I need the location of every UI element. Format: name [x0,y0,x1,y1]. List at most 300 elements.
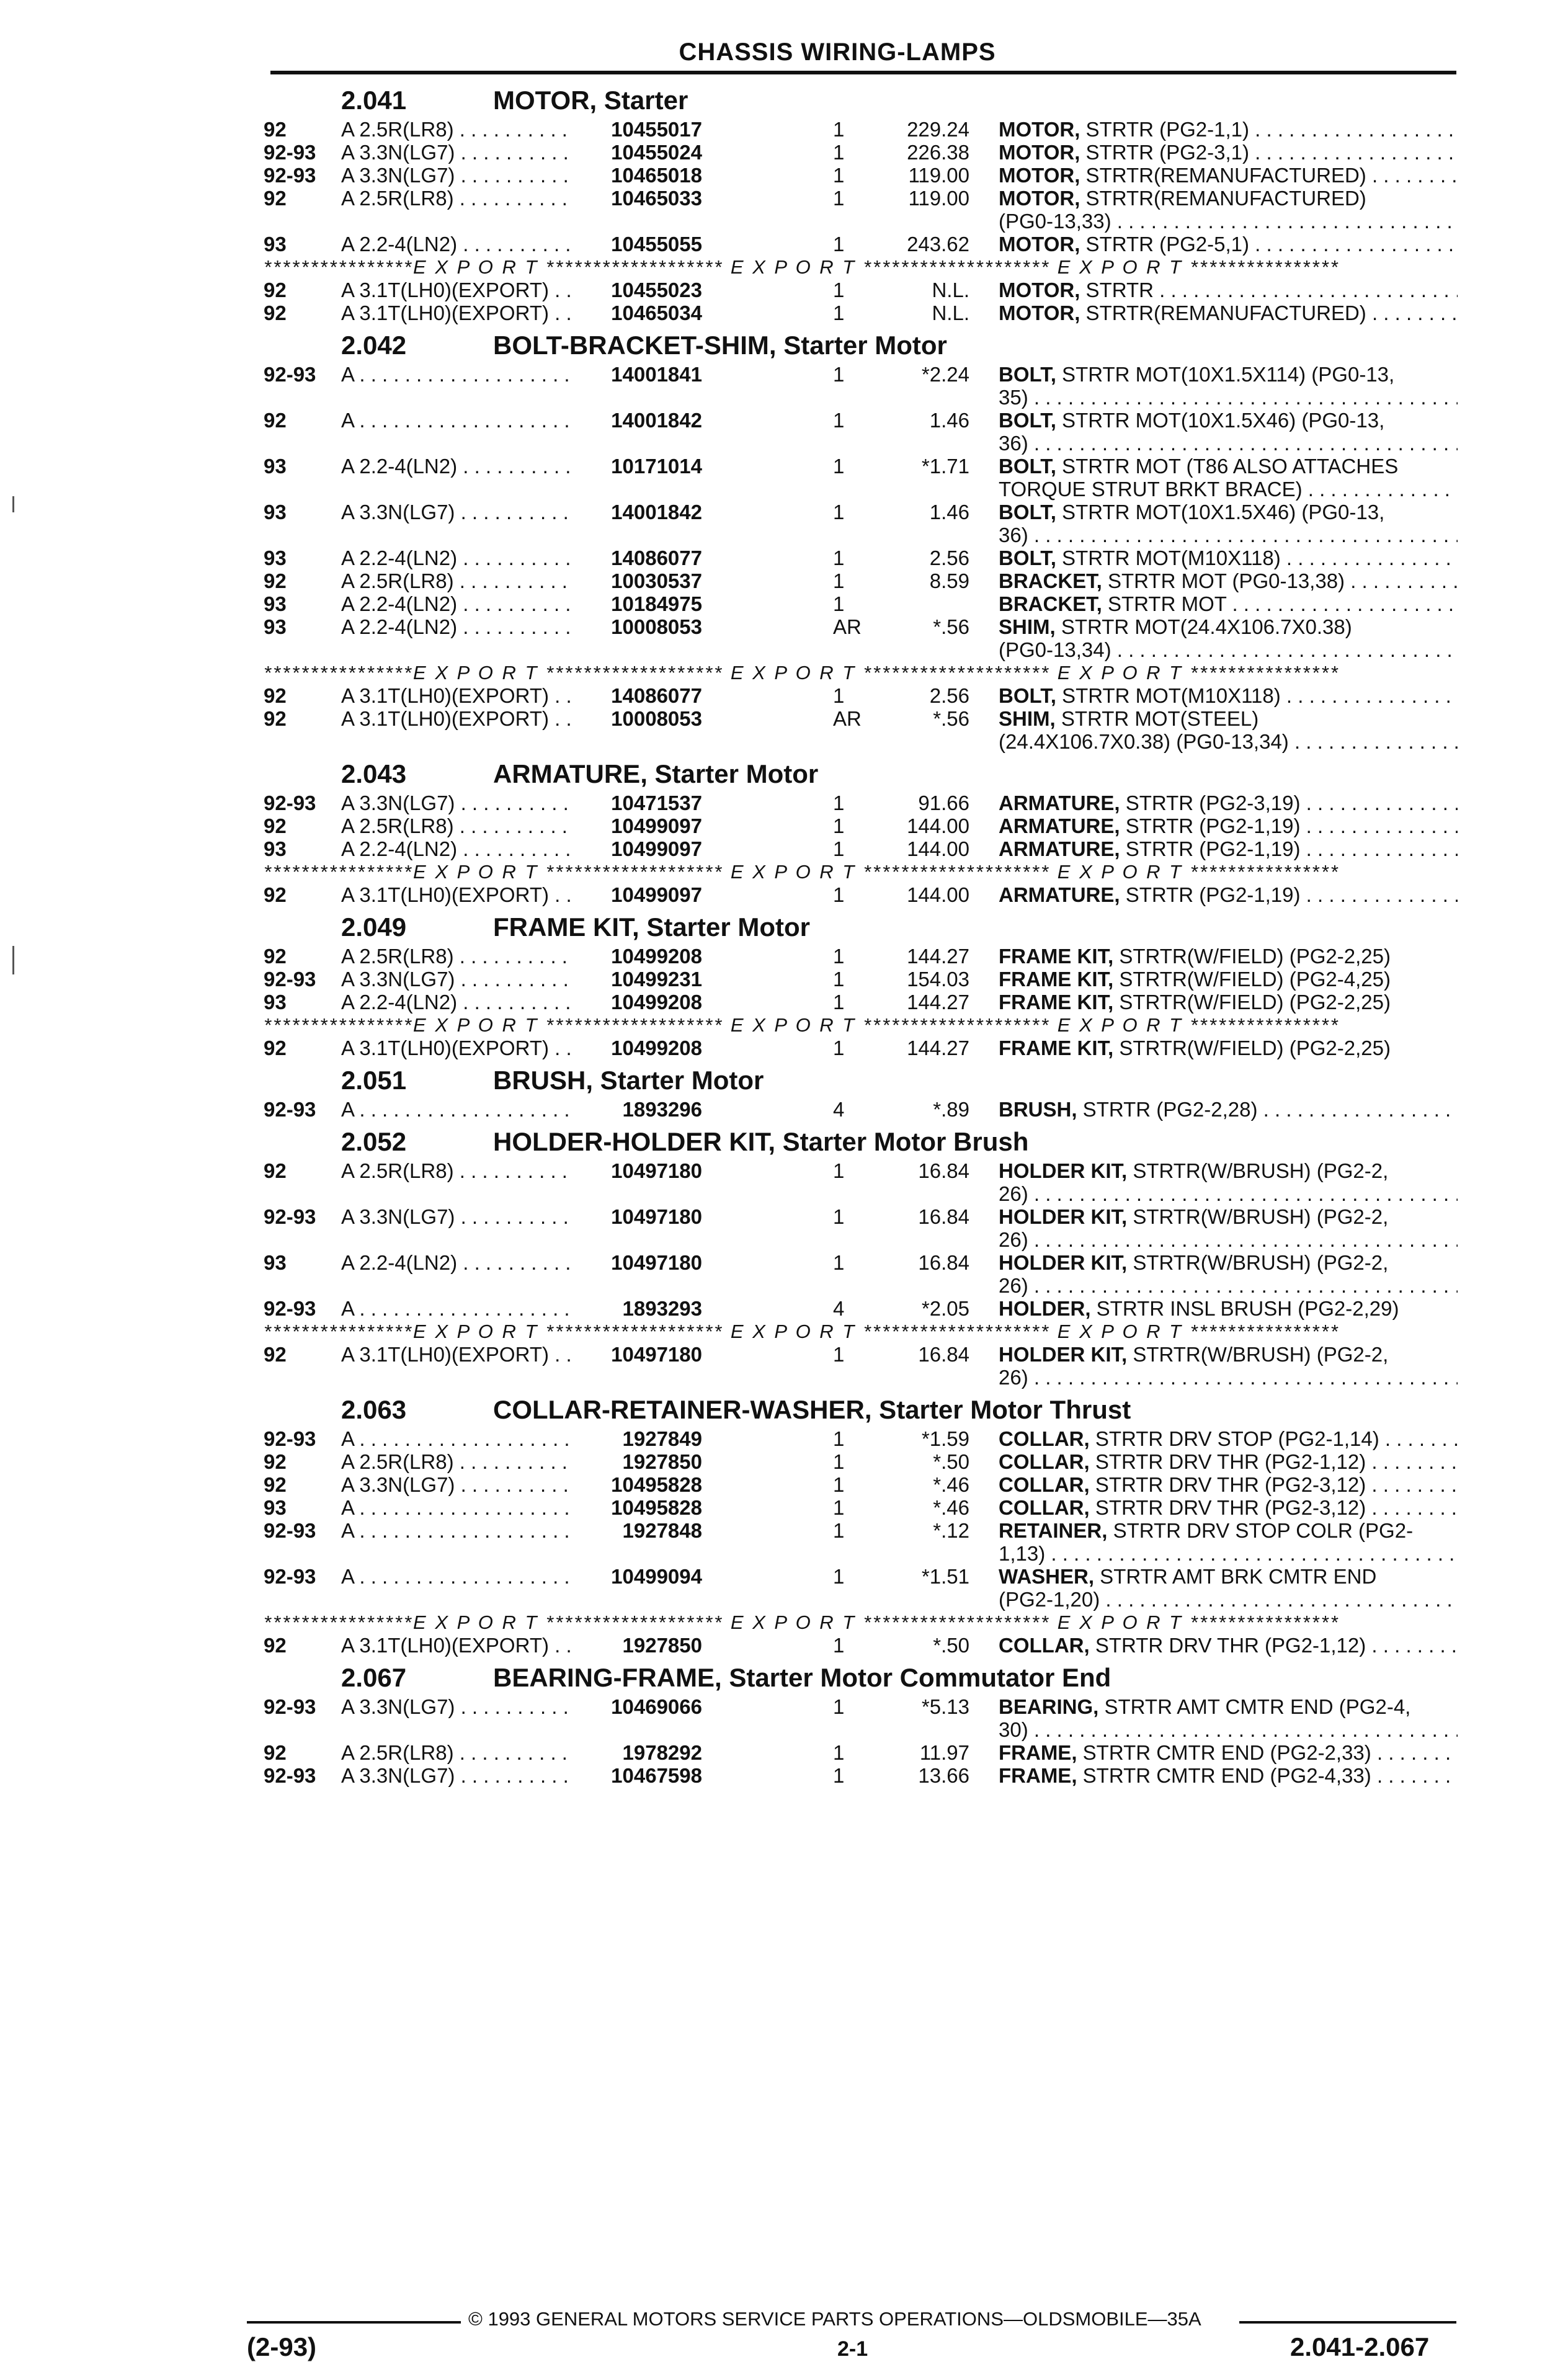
quantity: 1 [833,455,845,478]
description [999,1427,1458,1450]
description-name: SHIM, [999,707,1056,730]
application: A 3.3N(LG7) . . . [341,501,572,524]
description-name: MOTOR, [999,301,1080,324]
description-text: STRTR DRV THR (PG2-1,12) [1089,1450,1366,1473]
description-name: MOTOR, [999,187,1080,210]
price: 1.46 [929,409,969,432]
continuation-row [264,478,1458,501]
description-name: COLLAR, [999,1473,1090,1496]
part-row [264,1343,1458,1366]
description [999,187,1458,210]
section-title: MOTOR, Starter [493,86,688,115]
description [999,837,1458,860]
model-year: 92-93 [264,1565,316,1588]
part-number: 10499208 [611,991,702,1014]
description-text: STRTR MOT (T86 ALSO ATTACHES [1056,455,1399,478]
part-number: 10030537 [611,569,702,592]
quantity: 1 [833,1159,845,1182]
quantity: 1 [833,1343,845,1366]
description [999,1297,1458,1320]
quantity: 1 [833,301,845,324]
quantity: 1 [833,279,845,301]
model-year: 92 [264,1036,287,1059]
description-text: STRTR MOT (PG0-13,38) [1102,569,1345,592]
model-year: 92-93 [264,1695,316,1718]
section-title: BEARING-FRAME, Starter Motor Commutator End [493,1663,1111,1692]
description-name: RETAINER, [999,1519,1108,1542]
description [999,707,1458,730]
price: N.L. [932,301,969,324]
part-number: 10499231 [611,968,702,991]
description-text: STRTR(REMANUFACTURED) [1080,187,1366,210]
section-heading [264,324,1458,363]
part-row [264,1741,1458,1764]
description [999,1098,1458,1121]
model-year: 93 [264,991,287,1014]
description [999,301,1458,324]
description-continuation: TORQUE STRUT BRKT BRACE) . . . [999,478,1458,501]
continuation-row [264,1366,1458,1389]
model-year: 92-93 [264,791,316,814]
description [999,592,1458,615]
continuation-row [264,638,1458,661]
description-text: STRTR MOT(10X1.5X114) (PG0-13, [1056,363,1395,386]
price: 144.00 [907,814,969,837]
application: A 2.2-4(LN2) . . . [341,1251,572,1274]
description-name: COLLAR, [999,1496,1090,1519]
part-row [264,615,1458,638]
price: 154.03 [907,968,969,991]
application: A 3.3N(LG7) . . . [341,1205,572,1228]
description-name: COLLAR, [999,1634,1090,1657]
description [999,1764,1458,1787]
description-text: STRTR AMT CMTR END (PG2-4, [1098,1695,1411,1718]
price: *1.51 [921,1565,969,1588]
description-name: BOLT, [999,363,1056,386]
continuation-row [264,432,1458,455]
part-row [264,684,1458,707]
quantity: 1 [833,1496,845,1519]
description-name: HOLDER KIT, [999,1251,1128,1274]
quantity: 1 [833,501,845,524]
part-number: 1893296 [622,1098,702,1121]
quantity: 1 [833,837,845,860]
part-number: 10497180 [611,1205,702,1228]
description-name: WASHER, [999,1565,1095,1588]
description [999,791,1458,814]
quantity: 1 [833,1205,845,1228]
model-year: 92 [264,409,287,432]
model-year: 93 [264,615,287,638]
model-year: 93 [264,233,287,256]
price: 144.00 [907,837,969,860]
part-number: 1927850 [622,1634,702,1657]
part-number: 10497180 [611,1251,702,1274]
part-row [264,837,1458,860]
continuation-row [264,1542,1458,1565]
part-row [264,1098,1458,1121]
price: 16.84 [918,1343,969,1366]
model-year: 92 [264,1634,287,1657]
quantity: 1 [833,363,845,386]
part-number: 14001842 [611,501,702,524]
part-number: 1893293 [622,1297,702,1320]
description-name: BRUSH, [999,1098,1077,1121]
section-number: 2.043 [341,759,407,788]
price: 144.27 [907,991,969,1014]
description [999,409,1458,432]
application: A 3.1T(LH0)(EXPORT) . . . [341,1036,572,1059]
part-number: 10497180 [611,1159,702,1182]
part-row [264,1427,1458,1450]
footer-rule [247,2321,461,2324]
part-number: 10497180 [611,1343,702,1366]
part-number: 10465034 [611,301,702,324]
description-name: COLLAR, [999,1427,1090,1450]
part-row [264,279,1458,301]
application: A . . . [341,1427,572,1450]
quantity: 1 [833,592,845,615]
description-name: ARMATURE, [999,883,1120,906]
description-text: STRTR DRV THR (PG2-3,12) [1089,1473,1366,1496]
description-text: STRTR (PG2-1,19) [1120,814,1301,837]
description-text: STRTR CMTR END (PG2-2,33) [1077,1741,1371,1764]
price: 119.00 [908,164,969,187]
description-text: STRTR(W/FIELD) (PG2-2,25) [1113,1036,1391,1059]
part-number: 10171014 [611,455,702,478]
part-row [264,707,1458,730]
description [999,1205,1458,1228]
parts-list [264,79,1458,1787]
quantity: 1 [833,1036,845,1059]
description-name: FRAME, [999,1741,1077,1764]
export-divider: ****************E X P O R T ******************* E X P O R T ******************** E X P O R T **************** [264,662,1340,684]
model-year: 92 [264,707,287,730]
export-divider: ****************E X P O R T ******************* E X P O R T ******************** E X P O R T **************** [264,256,1340,278]
part-number: 10495828 [611,1496,702,1519]
part-number: 10499208 [611,945,702,968]
export-divider: ****************E X P O R T ******************* E X P O R T ******************** E X P O R T **************** [264,1321,1340,1342]
model-year: 92 [264,1741,287,1764]
price: 243.62 [907,233,969,256]
description-text: STRTR (PG2-3,19) [1120,791,1301,814]
part-number: 10465018 [611,164,702,187]
price: *2.24 [921,363,969,386]
part-number: 10469066 [611,1695,702,1718]
part-number: 1927850 [622,1450,702,1473]
section-heading [264,1059,1458,1098]
model-year: 92 [264,814,287,837]
description-text: STRTR AMT BRK CMTR END [1094,1565,1377,1588]
model-year: 92-93 [264,1764,316,1787]
description-name: BRACKET, [999,592,1102,615]
application: A . . . [341,1098,572,1121]
application: A 3.3N(LG7) . . . [341,141,572,164]
section-heading [264,753,1458,791]
price: 1.46 [929,501,969,524]
quantity: 1 [833,1450,845,1473]
footer-rule [1239,2321,1456,2324]
description-text: STRTR (PG2-1,19) [1120,883,1301,906]
description-name: BOLT, [999,501,1056,524]
part-number: 10499097 [611,814,702,837]
quantity: 1 [833,968,845,991]
part-number: 14001841 [611,363,702,386]
price: 226.38 [907,141,969,164]
description-continuation: 30) . . . [999,1718,1458,1741]
model-year: 93 [264,546,287,569]
section-number: 2.063 [341,1395,407,1424]
description-name: BOLT, [999,409,1056,432]
model-year: 92-93 [264,968,316,991]
model-year: 93 [264,1496,287,1519]
section-heading [264,1121,1458,1159]
part-row [264,1473,1458,1496]
description-name: HOLDER KIT, [999,1205,1128,1228]
description [999,118,1458,141]
description-text: STRTR DRV STOP (PG2-1,14) [1089,1427,1379,1450]
description-name: BEARING, [999,1695,1099,1718]
application: A . . . [341,1519,572,1542]
part-number: 10499097 [611,837,702,860]
application: A . . . [341,1565,572,1588]
description [999,164,1458,187]
section-heading [264,79,1458,118]
description-text: STRTR (PG2-1,19) [1120,837,1301,860]
page-number: 2-1 [837,2337,868,2361]
application: A 2.2-4(LN2) . . . [341,592,572,615]
revision-date: (2-93) [247,2332,317,2361]
description-text: STRTR MOT(STEEL) [1055,707,1259,730]
description-name: FRAME KIT, [999,991,1114,1014]
model-year: 92 [264,118,287,141]
description-name: MOTOR, [999,279,1080,301]
quantity: 1 [833,883,845,906]
application: A 2.5R(LR8) . . . [341,945,572,968]
section-number: 2.042 [341,331,407,360]
quantity: 4 [833,1098,845,1121]
description [999,883,1458,906]
application: A 3.1T(LH0)(EXPORT) . . . [341,684,572,707]
quantity: 1 [833,546,845,569]
quantity: 1 [833,814,845,837]
section-number: 2.041 [341,86,407,115]
quantity: 1 [833,1427,845,1450]
description [999,1036,1458,1059]
part-row [264,592,1458,615]
description-continuation: 1,13) . . . [999,1542,1458,1565]
description-text: STRTR DRV STOP COLR (PG2- [1107,1519,1414,1542]
quantity: 1 [833,569,845,592]
price: 2.56 [929,684,969,707]
description-text: STRTR MOT(10X1.5X46) (PG0-13, [1056,501,1385,524]
description [999,1343,1458,1366]
price: 13.66 [918,1764,969,1787]
price: *.56 [933,707,969,730]
description-name: MOTOR, [999,233,1080,256]
part-number: 10495828 [611,1473,702,1496]
description [999,569,1458,592]
model-year: 92 [264,187,287,210]
part-number: 10465033 [611,187,702,210]
description-name: ARMATURE, [999,814,1120,837]
export-divider: ****************E X P O R T ******************* E X P O R T ******************** E X P O R T **************** [264,861,1340,883]
model-year: 92 [264,1473,287,1496]
price: 8.59 [929,569,969,592]
model-year: 92 [264,569,287,592]
quantity: 1 [833,1695,845,1718]
quantity: 1 [833,1634,845,1657]
title-rule [270,71,1456,74]
quantity: 1 [833,684,845,707]
price: *5.13 [921,1695,969,1718]
margin-mark [12,496,14,512]
quantity: 1 [833,1473,845,1496]
description [999,1251,1458,1274]
application: A 3.3N(LG7) . . . [341,968,572,991]
model-year: 92 [264,1450,287,1473]
quantity: 1 [833,791,845,814]
price: N.L. [932,279,969,301]
part-row [264,409,1458,432]
model-year: 93 [264,837,287,860]
model-year: 92-93 [264,1205,316,1228]
price: 16.84 [918,1251,969,1274]
part-number: 10455055 [611,233,702,256]
application: A 3.1T(LH0)(EXPORT) . . . [341,883,572,906]
continuation-row [264,386,1458,409]
application: A 2.5R(LR8) . . . [341,814,572,837]
section-title: BRUSH, Starter Motor [493,1066,764,1095]
price: *1.71 [921,455,969,478]
description [999,1519,1458,1542]
part-row [264,118,1458,141]
application: A . . . [341,409,572,432]
description-continuation: (24.4X106.7X0.38) (PG0-13,34) . . . [999,730,1458,753]
model-year: 92 [264,1159,287,1182]
part-row [264,945,1458,968]
description-text: STRTR(W/FIELD) (PG2-4,25) [1113,968,1391,991]
application: A 2.2-4(LN2) . . . [341,615,572,638]
description-text: STRTR(REMANUFACTURED) [1080,301,1366,324]
part-row [264,1695,1458,1718]
part-row [264,164,1458,187]
quantity: 1 [833,409,845,432]
description-text: STRTR MOT(24.4X106.7X0.38) [1055,615,1352,638]
description [999,279,1458,301]
price: 144.00 [907,883,969,906]
model-year: 93 [264,501,287,524]
description-text: STRTR DRV THR (PG2-1,12) [1089,1634,1366,1657]
application: A 3.3N(LG7) . . . [341,1695,572,1718]
section-heading [264,1657,1458,1695]
quantity: 1 [833,164,845,187]
part-row [264,968,1458,991]
price: 11.97 [919,1741,969,1764]
section-title: ARMATURE, Starter Motor [493,759,819,788]
part-number: 14086077 [611,684,702,707]
description-continuation: 26) . . . [999,1274,1458,1297]
application: A 3.1T(LH0)(EXPORT) . . . [341,1343,572,1366]
part-number: 10008053 [611,707,702,730]
part-row [264,1565,1458,1588]
description [999,1695,1458,1718]
description [999,945,1458,968]
part-row [264,883,1458,906]
model-year: 92 [264,883,287,906]
description-name: SHIM, [999,615,1056,638]
margin-mark [12,946,14,974]
quantity: 4 [833,1297,845,1320]
description-name: MOTOR, [999,164,1080,187]
description [999,1473,1458,1496]
application: A 3.1T(LH0)(EXPORT) . . . [341,301,572,324]
model-year: 92 [264,279,287,301]
model-year: 92-93 [264,1519,316,1542]
price: 229.24 [907,118,969,141]
quantity: AR [833,615,862,638]
continuation-row [264,210,1458,233]
description-text: STRTR (PG2-3,1) [1080,141,1249,164]
part-row [264,363,1458,386]
part-number: 10467598 [611,1764,702,1787]
description-name: BOLT, [999,546,1056,569]
part-row [264,1251,1458,1274]
copyright-line: © 1993 GENERAL MOTORS SERVICE PARTS OPERATIONS—OLDSMOBILE—35A [468,2308,1201,2330]
part-row [264,1764,1458,1787]
quantity: AR [833,707,862,730]
part-row [264,791,1458,814]
continuation-row [264,1588,1458,1611]
description-text: STRTR INSL BRUSH (PG2-2,29) [1090,1297,1399,1320]
price: *.56 [933,615,969,638]
price: *.50 [933,1450,969,1473]
quantity: 1 [833,1519,845,1542]
application: A 2.5R(LR8) . . . [341,118,572,141]
description [999,455,1458,478]
part-number: 1927849 [622,1427,702,1450]
model-year: 92-93 [264,1098,316,1121]
application: A 2.5R(LR8) . . . [341,1159,572,1182]
description-text: STRTR(W/FIELD) (PG2-2,25) [1113,945,1391,968]
description-continuation: 36) . . . [999,432,1458,455]
description [999,1565,1458,1588]
part-number: 10471537 [611,791,702,814]
description-name: ARMATURE, [999,791,1120,814]
quantity: 1 [833,1565,845,1588]
description [999,991,1458,1014]
description-text: STRTR(W/BRUSH) (PG2-2, [1127,1343,1389,1366]
description-text: STRTR(REMANUFACTURED) [1080,164,1366,187]
part-row [264,991,1458,1014]
part-row [264,1519,1458,1542]
part-row [264,1159,1458,1182]
description-name: HOLDER KIT, [999,1159,1128,1182]
description-text: STRTR (PG2-1,1) [1080,118,1249,141]
application: A 2.2-4(LN2) . . . [341,546,572,569]
application: A 3.1T(LH0)(EXPORT) . . . [341,1634,572,1657]
section-heading [264,906,1458,945]
price: 91.66 [918,791,969,814]
application: A 3.3N(LG7) . . . [341,791,572,814]
description [999,814,1458,837]
part-row [264,301,1458,324]
description [999,1450,1458,1473]
part-row [264,814,1458,837]
description-name: FRAME KIT, [999,968,1114,991]
description-text: STRTR (PG2-5,1) [1080,233,1249,256]
description-name: FRAME KIT, [999,945,1114,968]
